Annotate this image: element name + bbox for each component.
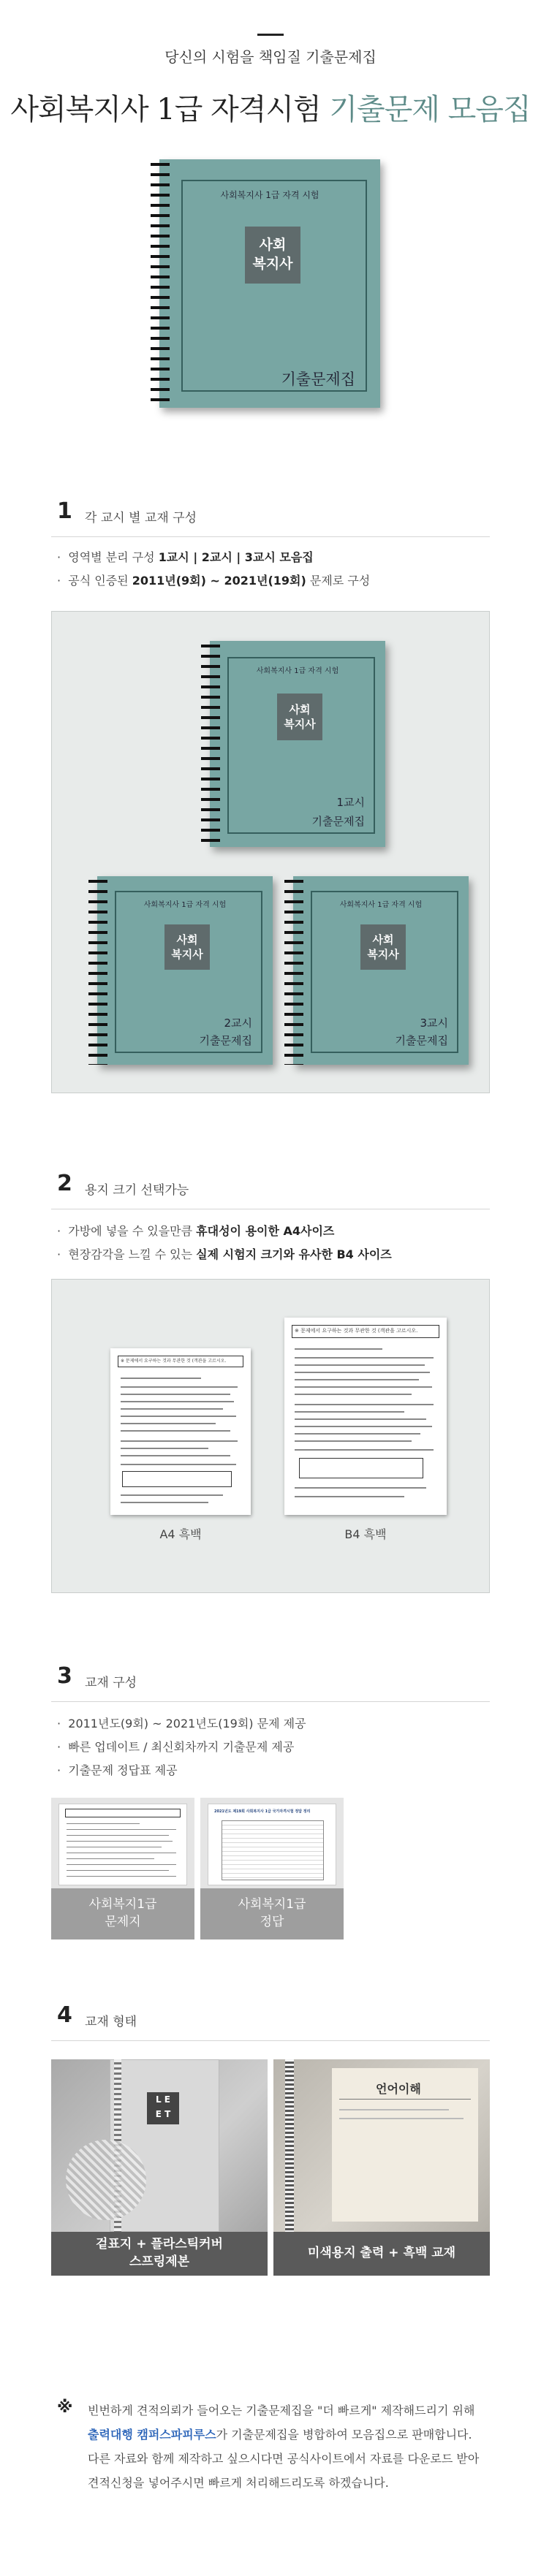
hero-subtitle: 당신의 시험을 책임질 기출문제집 xyxy=(164,48,377,66)
sheet-header-box xyxy=(65,1809,181,1817)
text-line xyxy=(67,1864,176,1865)
text-line xyxy=(295,1440,412,1442)
section3-bullet: · 기출문제 정답표 제공 xyxy=(57,1763,178,1777)
book-top-label: 사회복지사 1급 자격 시험 xyxy=(339,901,423,909)
book-vol3 xyxy=(293,876,469,1065)
book-title: 기출문제집 xyxy=(311,815,365,828)
hero-book xyxy=(159,159,380,408)
note-line: 빈번하게 견적의뢰가 들어오는 기출문제집을 "더 빠르게" 제작해드리기 위해 xyxy=(88,2404,475,2417)
note-line: 다른 자료와 함께 제작하고 싶으시다면 공식사이트에서 자료를 다운로드 받아 xyxy=(88,2452,480,2466)
text-line xyxy=(295,1372,430,1373)
photo-doc-title: 언어이해 xyxy=(376,2082,421,2096)
hero-divider xyxy=(257,34,284,36)
section2-bullet: · 현장감각을 느낄 수 있는 실제 시험지 크기와 유사한 B4 사이즈 xyxy=(57,1247,392,1261)
section2-panel xyxy=(51,1279,490,1593)
book-top-label: 사회복지사 1급 자격 시험 xyxy=(143,901,227,909)
badge-line2: 복지사 xyxy=(252,256,293,272)
card-label-line: 사회복지1급 xyxy=(238,1897,306,1912)
text-line xyxy=(121,1416,236,1417)
section4-number: 4 xyxy=(57,2002,72,2028)
text-line xyxy=(121,1464,236,1465)
section1-panel xyxy=(51,611,490,1093)
text-line xyxy=(339,2099,471,2100)
text-line xyxy=(295,1364,425,1366)
answer-table-grid xyxy=(222,1820,324,1880)
photo-binding xyxy=(51,2059,268,2276)
photo-doc-page xyxy=(332,2068,478,2222)
text-line xyxy=(121,1455,230,1456)
badge-line1: 사회 xyxy=(372,932,394,946)
section3-title: 교재 구성 xyxy=(85,1676,137,1690)
section1-bullet: · 영역별 분리 구성 1교시 | 2교시 | 3교시 모음집 xyxy=(57,550,314,564)
book-top-label: 사회복지사 1급 자격 시험 xyxy=(220,190,319,200)
section1-bullet: · 공식 인증된 2011년(9회) ~ 2021년(19회) 문제로 구성 xyxy=(57,574,371,588)
badge-line1: 사회 xyxy=(289,702,311,716)
photo-cover-logo: L E E T xyxy=(147,2092,179,2124)
book-frame xyxy=(181,180,367,392)
card-label-line: 정답 xyxy=(260,1915,284,1929)
note-mark: ※ xyxy=(57,2398,73,2417)
text-line xyxy=(67,1876,176,1877)
text-line xyxy=(121,1423,216,1424)
photo-label-line: 겉표지 + 플라스틱커버 xyxy=(96,2237,223,2252)
book-title: 기출문제집 xyxy=(395,1034,448,1047)
note-line xyxy=(88,2423,497,2447)
section3-bullet: · 빠른 업데이트 / 최신회차까지 기출문제 제공 xyxy=(57,1740,295,1754)
card-question-label xyxy=(51,1888,194,1939)
text-line xyxy=(295,1357,434,1359)
text-line xyxy=(121,1502,208,1503)
text-line xyxy=(295,1411,404,1413)
text-line xyxy=(121,1430,230,1432)
section2-title: 용지 크기 선택가능 xyxy=(85,1183,189,1198)
text-line xyxy=(67,1870,169,1871)
text-line xyxy=(295,1394,412,1395)
text-line xyxy=(295,1348,382,1350)
b4-caption: B4 흑백 xyxy=(344,1527,387,1541)
text-line xyxy=(67,1823,140,1824)
text-line xyxy=(339,2118,464,2119)
book-top-label: 사회복지사 1급 자격 시험 xyxy=(256,667,339,675)
badge-line1: 사회 xyxy=(259,237,287,254)
spiral-binding xyxy=(285,2059,294,2232)
card-label-line: 사회복지1급 xyxy=(88,1897,157,1912)
text-line xyxy=(121,1448,208,1449)
text-line xyxy=(295,1404,434,1405)
book-title: 기출문제집 xyxy=(281,371,355,388)
text-line xyxy=(121,1401,234,1402)
text-line xyxy=(295,1487,426,1489)
plastic-cover-sheet xyxy=(66,2140,146,2220)
text-line xyxy=(121,1386,238,1388)
badge-line2: 복지사 xyxy=(171,948,203,961)
b4-sample-page xyxy=(284,1318,447,1515)
answer-sheet-preview xyxy=(208,1804,336,1885)
hero-title-main: 사회복지사 1급 자격시험 xyxy=(10,93,330,126)
book-badge xyxy=(360,924,406,970)
text-line xyxy=(67,1829,176,1830)
card-answer-label xyxy=(200,1888,344,1939)
sheet-box xyxy=(299,1458,423,1478)
text-line xyxy=(121,1408,223,1410)
text-line xyxy=(295,1386,432,1388)
photo-printout xyxy=(273,2059,490,2276)
book-vol2 xyxy=(97,876,273,1065)
badge-line2: 복지사 xyxy=(284,718,316,731)
note-text xyxy=(88,2398,497,2495)
section4-divider xyxy=(51,2040,490,2041)
sheet-box xyxy=(122,1471,232,1487)
text-line xyxy=(67,1858,154,1859)
text-line xyxy=(67,1841,173,1842)
sheet-header-text: ※ 문제에서 요구하는 것과 무관한 것 (객관을 고르시오. xyxy=(121,1359,227,1364)
text-line xyxy=(295,1379,419,1380)
photo-binding-label xyxy=(51,2232,268,2276)
text-line xyxy=(295,1418,426,1420)
photo-label-line: 스프링제본 xyxy=(129,2254,190,2269)
card-label-line: 문제지 xyxy=(105,1915,141,1929)
section2-number: 2 xyxy=(57,1171,72,1196)
note-company-link[interactable]: 출력대행 캠퍼스파피루스 xyxy=(88,2428,216,2442)
book-vol-label: 3교시 xyxy=(420,1017,448,1030)
section1-divider xyxy=(51,536,490,537)
a4-caption: A4 흑백 xyxy=(159,1527,202,1541)
text-line xyxy=(121,1394,230,1395)
book-badge xyxy=(245,227,300,284)
text-line xyxy=(121,1440,238,1442)
answer-table-title: 2021년도 제19회 사회복지사 1급 국가자격시험 정답 정리 xyxy=(214,1809,311,1814)
note-line: 견적신청을 넣어주시면 빠르게 처리해드리도록 하겠습니다. xyxy=(88,2476,389,2490)
hero-title-accent: 기출문제 모음집 xyxy=(329,93,531,126)
text-line xyxy=(121,1494,223,1496)
section1-title: 각 교시 별 교재 구성 xyxy=(85,511,197,525)
section3-bullet: · 2011년도(9회) ~ 2021년도(19회) 문제 제공 xyxy=(57,1717,306,1730)
book-vol-label: 2교시 xyxy=(224,1017,252,1030)
sheet-header-text: ※ 문제에서 요구하는 것과 무관한 것 (객관을 고르시오. xyxy=(295,1328,418,1334)
badge-line1: 사회 xyxy=(176,932,198,946)
card-question-sheet xyxy=(51,1798,194,1939)
a4-sample-page xyxy=(110,1348,251,1515)
section3-divider xyxy=(51,1701,490,1702)
hero-title xyxy=(0,86,541,128)
text-line xyxy=(295,1426,432,1427)
section4-title: 교재 형태 xyxy=(85,2015,137,2029)
question-sheet-preview xyxy=(58,1804,187,1885)
book-title: 기출문제집 xyxy=(199,1034,252,1047)
text-line xyxy=(121,1378,201,1379)
section2-bullet: · 가방에 넣을 수 있을만큼 휴대성이 용이한 A4사이즈 xyxy=(57,1224,335,1238)
text-line xyxy=(295,1433,420,1435)
section3-number: 3 xyxy=(57,1663,72,1689)
card-answer-sheet xyxy=(200,1798,344,1939)
text-line xyxy=(339,2109,449,2110)
text-line xyxy=(295,1449,434,1451)
book-badge xyxy=(164,924,210,970)
book-vol1 xyxy=(210,641,385,847)
book-vol-label: 1교시 xyxy=(336,796,365,809)
text-line xyxy=(67,1835,169,1836)
note-line-rest: 가 기출문제집을 병합하여 모음집으로 판매합니다. xyxy=(216,2428,472,2442)
text-line xyxy=(295,1496,404,1497)
badge-line2: 복지사 xyxy=(367,948,399,961)
section1-number: 1 xyxy=(57,498,72,524)
book-badge xyxy=(277,694,322,740)
photo-printout-label: 미색용지 출력 + 흑백 교재 xyxy=(273,2232,490,2276)
